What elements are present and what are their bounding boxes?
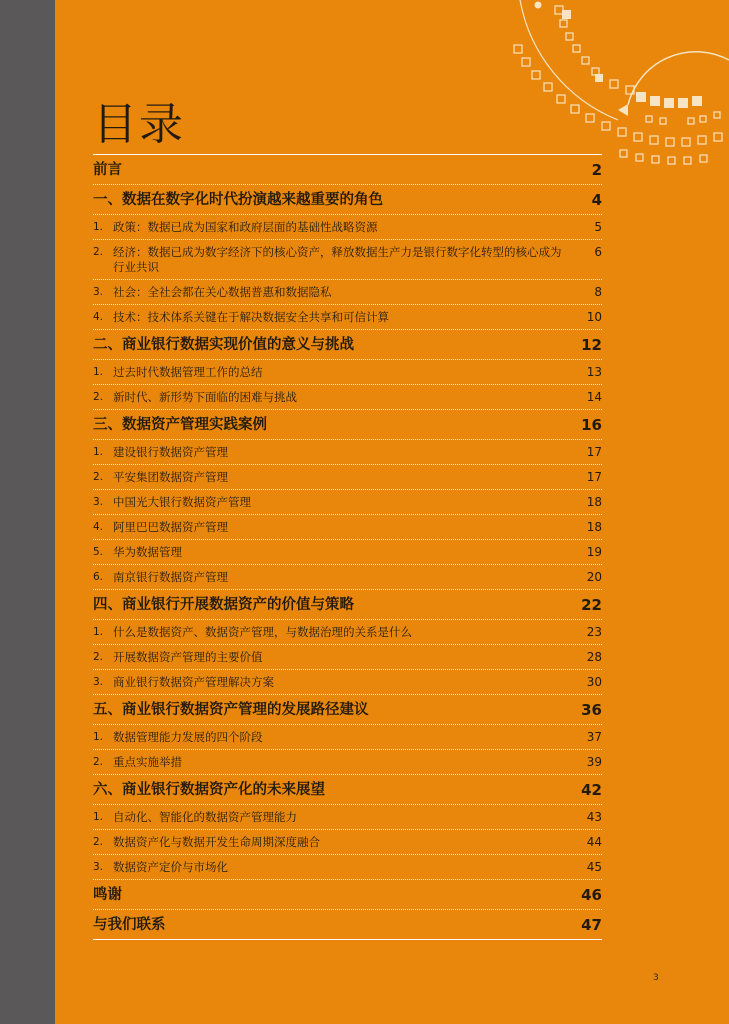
toc-section-entry[interactable] (93, 879, 602, 909)
toc-entry-label: 六、商业银行数据资产化的未来展望 (93, 782, 325, 798)
toc-entry-page: 13 (586, 365, 602, 379)
toc-entry-page: 30 (586, 675, 602, 689)
toc-entry-label: 中国光大银行数据资产管理 (113, 495, 251, 509)
toc-section-entry[interactable] (93, 589, 602, 619)
toc-entry-number: 3. (93, 286, 104, 298)
toc-subsection-entry[interactable] (93, 359, 602, 384)
toc-subsection-entry[interactable] (93, 384, 602, 409)
toc-entry-page: 12 (581, 336, 602, 354)
toc-entry-page: 18 (586, 520, 602, 534)
toc-entry-number: 1. (93, 811, 104, 823)
decorative-circle-graphic (500, 0, 729, 175)
toc-section-entry[interactable] (93, 694, 602, 724)
toc-entry-page: 44 (586, 835, 602, 849)
toc-entry-label: 政策：数据已成为国家和政府层面的基础性战略资源 (113, 220, 378, 234)
toc-section-entry[interactable] (93, 774, 602, 804)
toc-section-entry[interactable] (93, 154, 602, 184)
toc-entry-label: 三、数据资产管理实践案例 (93, 417, 267, 433)
toc-entry-label: 前言 (93, 162, 122, 178)
toc-section-entry[interactable] (93, 329, 602, 359)
page-title: 目录 (93, 99, 185, 150)
toc-entry-number: 2. (93, 651, 104, 663)
toc-entry-label: 五、商业银行数据资产管理的发展路径建议 (93, 702, 369, 718)
toc-entry-page: 46 (581, 886, 602, 904)
toc-subsection-entry[interactable] (93, 214, 602, 239)
toc-subsection-entry[interactable] (93, 304, 602, 329)
toc-entry-page: 47 (581, 916, 602, 934)
toc-subsection-entry[interactable] (93, 539, 602, 564)
toc-entry-label: 鸣谢 (93, 887, 122, 903)
toc-entry-number: 1. (93, 626, 104, 638)
toc-end-divider (93, 939, 602, 940)
toc-entry-page: 14 (586, 390, 602, 404)
toc-entry-label: 四、商业银行开展数据资产的价值与策略 (93, 597, 354, 613)
toc-entry-number: 2. (93, 391, 104, 403)
toc-entry-label: 什么是数据资产、数据资产管理，与数据治理的关系是什么 (113, 625, 412, 639)
toc-section-entry[interactable] (93, 409, 602, 439)
toc-entry-page: 2 (591, 161, 602, 179)
toc-entry-page: 37 (586, 730, 602, 744)
table-of-contents (93, 154, 602, 940)
toc-entry-number: 1. (93, 446, 104, 458)
toc-entry-number: 6. (93, 571, 104, 583)
toc-section-entry[interactable] (93, 909, 602, 939)
toc-entry-page: 8 (594, 285, 602, 299)
toc-entry-label: 阿里巴巴数据资产管理 (113, 520, 228, 534)
toc-entry-number: 1. (93, 366, 104, 378)
toc-entry-label: 平安集团数据资产管理 (113, 470, 228, 484)
toc-entry-label: 自动化、智能化的数据资产管理能力 (113, 810, 297, 824)
toc-subsection-entry[interactable] (93, 749, 602, 774)
toc-entry-number: 2. (93, 836, 104, 848)
toc-subsection-entry[interactable] (93, 669, 602, 694)
toc-entry-page: 23 (586, 625, 602, 639)
page-number: 3 (653, 973, 659, 983)
toc-entry-page: 42 (581, 781, 602, 799)
toc-entry-label: 与我们联系 (93, 917, 166, 933)
toc-entry-page: 5 (594, 220, 602, 234)
toc-entry-label: 华为数据管理 (113, 545, 182, 559)
toc-entry-page: 10 (586, 310, 602, 324)
toc-entry-label: 二、商业银行数据实现价值的意义与挑战 (93, 337, 354, 353)
toc-entry-label: 一、数据在数字化时代扮演越来越重要的角色 (93, 192, 383, 208)
toc-subsection-entry[interactable] (93, 829, 602, 854)
toc-entry-label: 重点实施举措 (113, 755, 182, 769)
toc-subsection-entry[interactable] (93, 619, 602, 644)
toc-entry-label: 经济：数据已成为数字经济下的核心资产，释放数据生产力是银行数字化转型的核心成为行业共识 (113, 245, 562, 274)
toc-subsection-entry[interactable] (93, 804, 602, 829)
toc-entry-page: 28 (586, 650, 602, 664)
toc-entry-number: 3. (93, 676, 104, 688)
toc-entry-label: 技术：技术体系关键在于解决数据安全共享和可信计算 (113, 310, 389, 324)
toc-entry-number: 2. (93, 756, 104, 768)
toc-subsection-entry[interactable] (93, 854, 602, 879)
toc-subsection-entry[interactable] (93, 514, 602, 539)
toc-entry-number: 1. (93, 731, 104, 743)
toc-entry-number: 2. (93, 471, 104, 483)
toc-entry-page: 17 (586, 445, 602, 459)
toc-entry-label: 数据资产定价与市场化 (113, 860, 228, 874)
toc-entry-number: 3. (93, 861, 104, 873)
toc-entry-label: 过去时代数据管理工作的总结 (113, 365, 263, 379)
toc-entry-page: 17 (586, 470, 602, 484)
toc-subsection-entry[interactable] (93, 239, 602, 279)
toc-entry-page: 36 (581, 701, 602, 719)
toc-entry-label: 南京银行数据资产管理 (113, 570, 228, 584)
left-gray-bar (0, 0, 55, 1024)
toc-entry-number: 2. (93, 246, 104, 258)
toc-subsection-entry[interactable] (93, 644, 602, 669)
toc-entry-page: 4 (591, 191, 602, 209)
toc-subsection-entry[interactable] (93, 564, 602, 589)
toc-entry-page: 43 (586, 810, 602, 824)
toc-entry-number: 4. (93, 311, 104, 323)
toc-subsection-entry[interactable] (93, 724, 602, 749)
toc-subsection-entry[interactable] (93, 464, 602, 489)
toc-entry-label: 新时代、新形势下面临的困难与挑战 (113, 390, 297, 404)
toc-entry-label: 商业银行数据资产管理解决方案 (113, 675, 274, 689)
toc-entry-number: 4. (93, 521, 104, 533)
toc-entry-label: 社会：全社会都在关心数据普惠和数据隐私 (113, 285, 332, 299)
toc-entry-label: 数据资产化与数据开发生命周期深度融合 (113, 835, 320, 849)
toc-entry-page: 19 (586, 545, 602, 559)
toc-subsection-entry[interactable] (93, 279, 602, 304)
toc-entry-page: 18 (586, 495, 602, 509)
toc-subsection-entry[interactable] (93, 439, 602, 464)
toc-entry-page: 45 (586, 860, 602, 874)
toc-entry-label: 开展数据资产管理的主要价值 (113, 650, 263, 664)
toc-section-entry[interactable] (93, 184, 602, 214)
toc-entry-page: 16 (581, 416, 602, 434)
toc-entry-page: 6 (594, 245, 602, 259)
toc-entry-page: 39 (586, 755, 602, 769)
toc-entry-page: 20 (586, 570, 602, 584)
toc-entry-page: 22 (581, 596, 602, 614)
toc-subsection-entry[interactable] (93, 489, 602, 514)
toc-entry-label: 数据管理能力发展的四个阶段 (113, 730, 263, 744)
toc-entry-number: 5. (93, 546, 104, 558)
toc-entry-number: 1. (93, 221, 104, 233)
toc-entry-number: 3. (93, 496, 104, 508)
toc-entry-label: 建设银行数据资产管理 (113, 445, 228, 459)
